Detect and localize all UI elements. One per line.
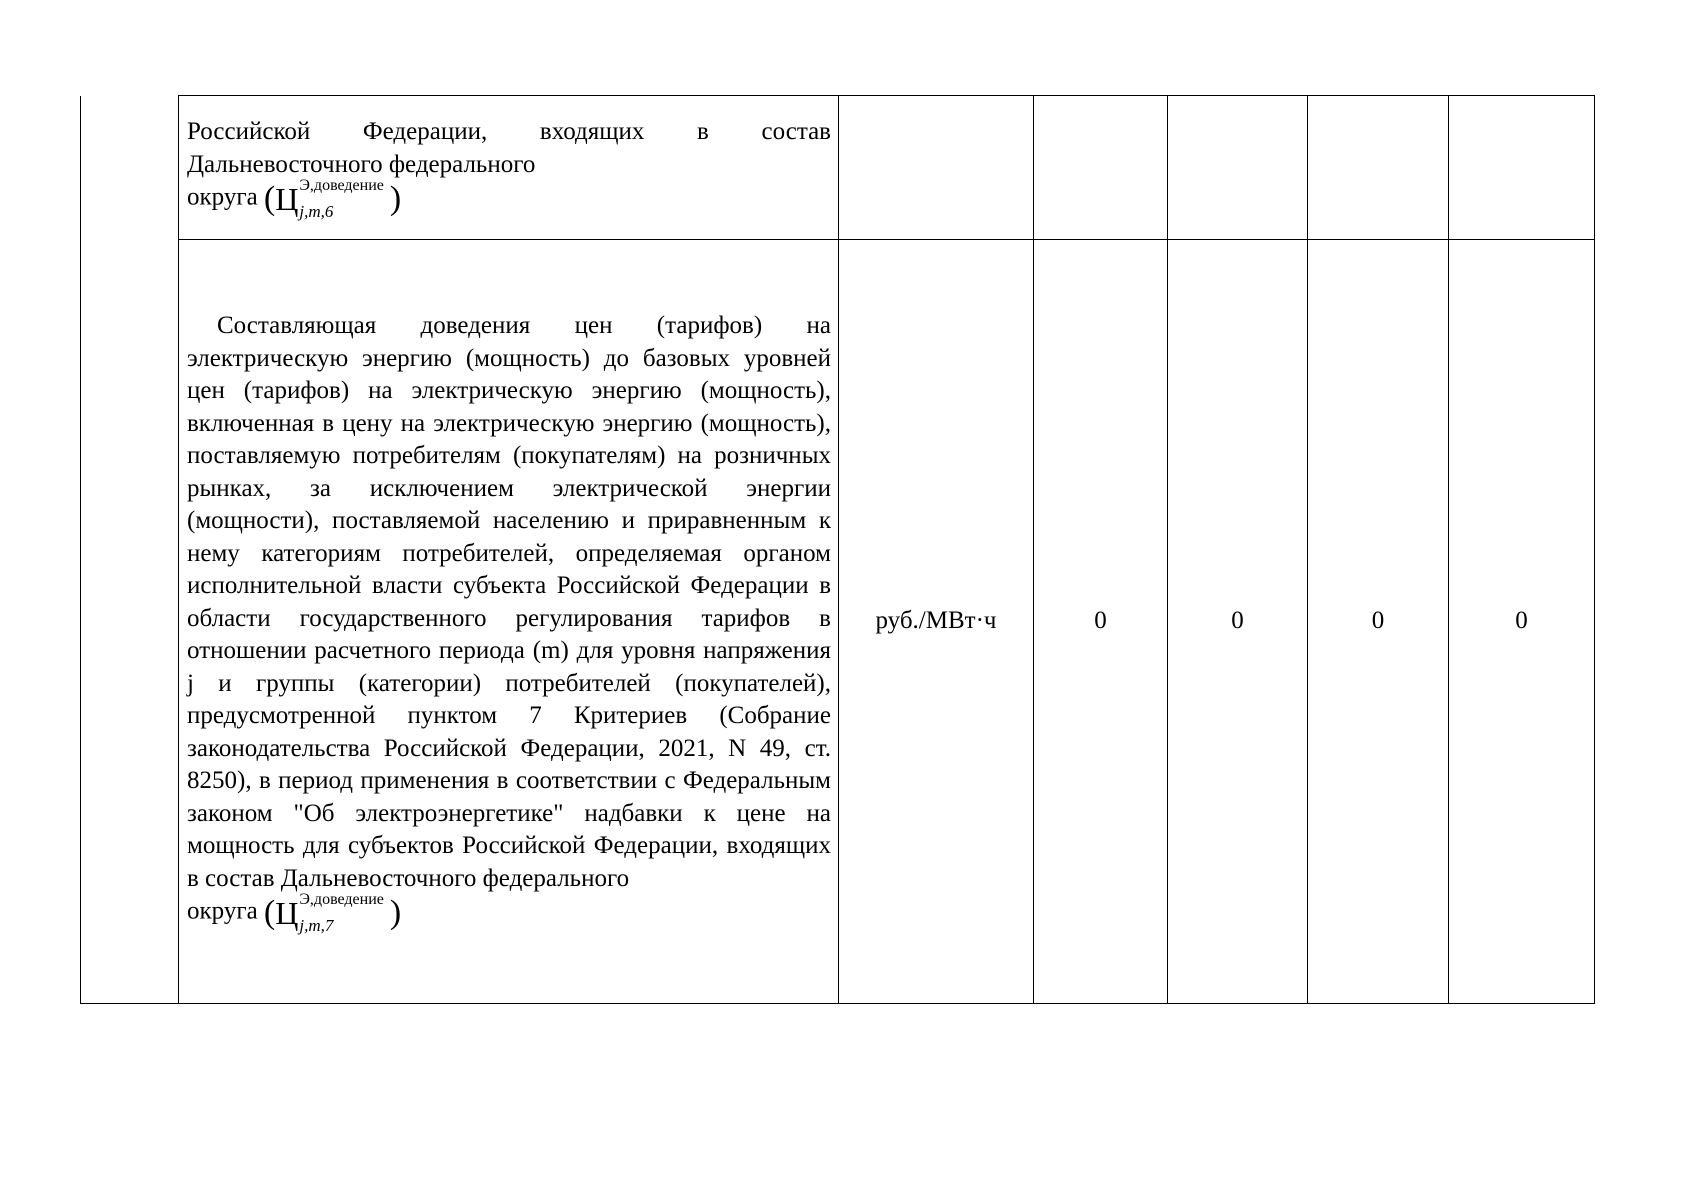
value-cell	[1449, 96, 1595, 240]
table-row	[81, 96, 1595, 240]
formula-superscript: Э,доведение	[299, 177, 384, 194]
formula	[263, 891, 402, 935]
formula-subscript: j,m,6	[299, 202, 334, 221]
formula-close-paren: )	[389, 894, 402, 931]
formula-subscript: j,m,7	[299, 916, 334, 935]
description-cell	[179, 240, 839, 1004]
description-tail: округа	[187, 183, 258, 211]
value-cell: 0	[1308, 240, 1449, 1004]
formula-symbol: Ц	[275, 181, 299, 217]
value-cell: 0	[1034, 240, 1168, 1004]
description-tail: округа	[187, 897, 258, 925]
unit-cell	[839, 96, 1034, 240]
description-text: Российской Федерации, входящих в состав Дальневосточного федерального	[187, 118, 831, 178]
value-cell	[1308, 96, 1449, 240]
value-cell: 0	[1168, 240, 1308, 1004]
table-row	[81, 240, 1595, 1004]
description-cell	[179, 96, 839, 240]
tariff-table	[80, 95, 1595, 1004]
description-text: Составляющая доведения цен (тарифов) на электрическую энергию (мощность) до базовых уровней цен (тарифов) на электрическую энергию (мощность), включенная в цену на электрическую энергию (мощность), поставляемую потребителям (покупателям) на розничных рынках, за исключением электрической энергии (мощности), поставляемой населению и приравненным к нему категориям потребителей, определяемая органом исполнительной власти субъекта Российской Федерации в области государственного регулирования тарифов в отношении расчетного периода (m) для уровня напряжения j и группы (категории) потребителей (покупателей), предусмотренной пунктом 7 Критериев (Собрание законодательства Российской Федерации, 2021, N 49, ст. 8250), в период применения в соответствии с Федеральным законом "Об электроэнергетике" надбавки к цене на мощность для субъектов Российской Федерации, входящих в состав Дальневосточного федерального	[187, 312, 831, 892]
row-number-cell	[81, 96, 179, 1004]
formula-superscript: Э,доведение	[299, 891, 384, 908]
formula	[263, 177, 402, 221]
formula-close-paren: )	[389, 180, 402, 217]
formula-symbol: Ц	[275, 895, 299, 931]
value-cell	[1034, 96, 1168, 240]
value-cell	[1168, 96, 1308, 240]
formula-open-paren: (	[263, 894, 276, 931]
formula-open-paren: (	[263, 180, 276, 217]
value-cell: 0	[1449, 240, 1595, 1004]
unit-cell: руб./МВт·ч	[839, 240, 1034, 1004]
